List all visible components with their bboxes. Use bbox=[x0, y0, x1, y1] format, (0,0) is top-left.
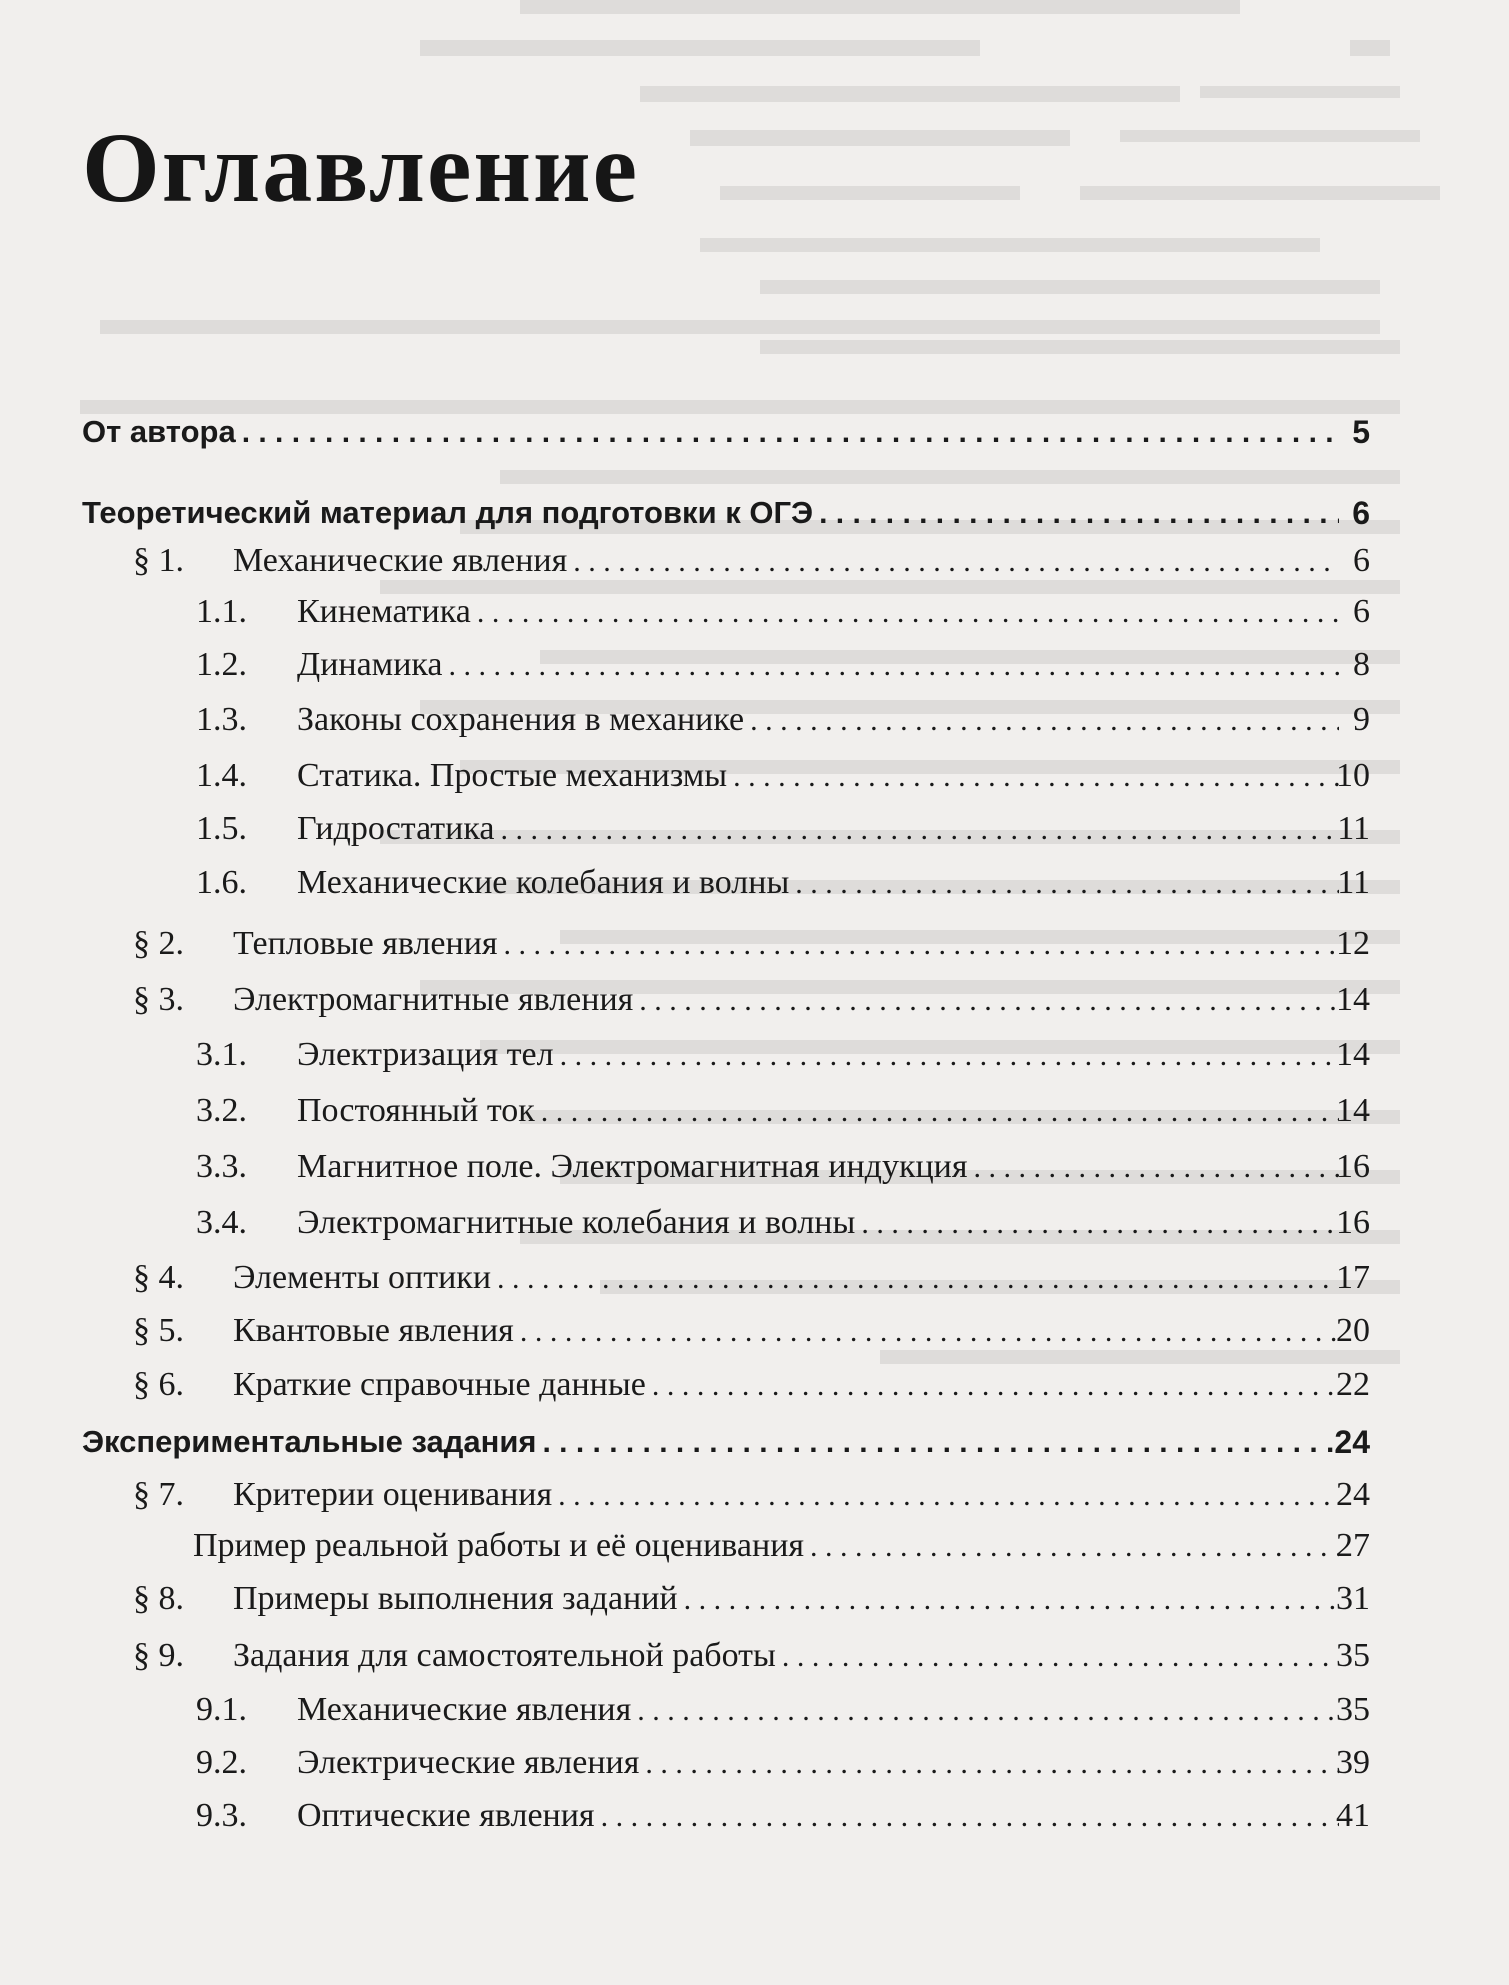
toc-entry-line bbox=[196, 748, 1345, 804]
toc-entry-page: 24 bbox=[1334, 1424, 1370, 1460]
dot-leader bbox=[573, 534, 1339, 590]
toc-entry-line bbox=[196, 855, 1345, 911]
toc-entry-number: 9.3. bbox=[196, 1797, 247, 1834]
dot-leader bbox=[601, 1789, 1339, 1845]
toc-subsection bbox=[0, 1682, 1509, 1738]
toc-entry-title: От автора bbox=[82, 414, 236, 449]
toc-entry-line bbox=[133, 1571, 1345, 1627]
dot-leader bbox=[782, 1629, 1339, 1685]
toc-entry-number: § 4. bbox=[133, 1259, 184, 1296]
toc-entry-page: 14 bbox=[1336, 1036, 1370, 1073]
toc-entry-line bbox=[196, 584, 1345, 640]
toc-subsection bbox=[0, 1788, 1509, 1844]
toc-section bbox=[0, 972, 1509, 1028]
toc-entry-number: 1.6. bbox=[196, 864, 247, 901]
dot-leader bbox=[810, 1519, 1339, 1575]
dot-leader bbox=[497, 1251, 1339, 1307]
toc-entry-number: 3.2. bbox=[196, 1092, 247, 1129]
toc-section bbox=[0, 916, 1509, 972]
toc-entry-line bbox=[196, 1735, 1345, 1791]
toc-entry-number: 9.2. bbox=[196, 1744, 247, 1781]
toc-entry-page: 6 bbox=[1353, 593, 1370, 630]
toc-entry-page: 35 bbox=[1336, 1691, 1370, 1728]
toc-entry-page: 5 bbox=[1352, 414, 1370, 450]
toc-entry-page: 14 bbox=[1336, 981, 1370, 1018]
toc-entry-page: 8 bbox=[1353, 646, 1370, 683]
toc-entry-number: § 8. bbox=[133, 1580, 184, 1617]
toc-entry-number: § 7. bbox=[133, 1476, 184, 1513]
toc-entry-title: Электрические явления bbox=[297, 1744, 640, 1781]
toc-section bbox=[0, 1303, 1509, 1359]
toc-entry-title: Экспериментальные задания bbox=[82, 1424, 537, 1459]
toc-subsection bbox=[0, 1083, 1509, 1139]
toc-entry-title: Механические явления bbox=[297, 1691, 632, 1728]
page-title: Оглавление bbox=[82, 112, 640, 223]
toc-entry-title: Гидростатика bbox=[297, 810, 495, 847]
toc-entry-page: 11 bbox=[1337, 810, 1370, 847]
dot-leader bbox=[242, 405, 1339, 461]
dot-leader bbox=[504, 917, 1339, 973]
toc-entry-title: Динамика bbox=[297, 646, 443, 683]
toc-entry-line bbox=[196, 1788, 1345, 1844]
dot-leader bbox=[541, 1084, 1339, 1140]
dot-leader bbox=[652, 1358, 1339, 1414]
toc-subsection bbox=[0, 1735, 1509, 1791]
toc-entry-number: 1.2. bbox=[196, 646, 247, 683]
toc-entry-number: 1.1. bbox=[196, 593, 247, 630]
toc-entry-page: 11 bbox=[1337, 864, 1370, 901]
toc-entry-title: Магнитное поле. Электромагнитная индукция bbox=[297, 1148, 968, 1185]
toc-entry-title: Пример реальной работы и её оценивания bbox=[193, 1527, 805, 1564]
toc-entry-line bbox=[133, 1357, 1345, 1413]
toc-entry-number: 9.1. bbox=[196, 1691, 247, 1728]
toc-entry-number: 1.5. bbox=[196, 810, 247, 847]
toc-entry-page: 17 bbox=[1336, 1259, 1370, 1296]
toc-section bbox=[0, 1628, 1509, 1684]
toc-entry-title: Теоретический материал для подготовки к ОГЭ bbox=[82, 495, 814, 530]
toc-subsection bbox=[0, 748, 1509, 804]
toc-entry-page: 24 bbox=[1336, 1476, 1370, 1513]
toc-entry-line bbox=[196, 1139, 1345, 1195]
toc-part bbox=[0, 1414, 1509, 1470]
dot-leader bbox=[448, 638, 1339, 694]
toc-entry-title: Механические колебания и волны bbox=[297, 864, 790, 901]
dot-leader bbox=[639, 973, 1339, 1029]
toc-entry-title: Краткие справочные данные bbox=[233, 1366, 646, 1403]
toc-entry-title: Кинематика bbox=[297, 593, 471, 630]
toc-subsection bbox=[0, 1139, 1509, 1195]
toc-entry-page: 6 bbox=[1353, 542, 1370, 579]
toc-entry-title: Постоянный ток bbox=[297, 1092, 535, 1129]
toc-entry-page: 41 bbox=[1336, 1797, 1370, 1834]
toc-entry-line bbox=[133, 1628, 1345, 1684]
dot-leader bbox=[733, 749, 1339, 805]
dot-leader bbox=[861, 1196, 1339, 1252]
toc-entry-line bbox=[133, 1250, 1345, 1306]
toc-entry-number: § 9. bbox=[133, 1637, 184, 1674]
toc-subsection bbox=[0, 692, 1509, 748]
toc-entry-line bbox=[196, 637, 1345, 693]
toc-entry-title: Тепловые явления bbox=[233, 925, 498, 962]
toc-entry-number: § 1. bbox=[133, 542, 184, 579]
toc-entry-title: Электромагнитные колебания и волны bbox=[297, 1204, 856, 1241]
dot-leader bbox=[520, 1304, 1339, 1360]
toc-entry-page: 22 bbox=[1336, 1366, 1370, 1403]
toc-section bbox=[0, 1250, 1509, 1306]
toc-entry-page: 16 bbox=[1336, 1204, 1370, 1241]
toc-entry-line bbox=[196, 1027, 1345, 1083]
dot-leader bbox=[795, 856, 1339, 912]
toc-entry-number: 1.3. bbox=[196, 701, 247, 738]
toc-entry-page: 27 bbox=[1336, 1527, 1370, 1564]
toc-entry-page: 39 bbox=[1336, 1744, 1370, 1781]
toc-entry-title: Примеры выполнения заданий bbox=[233, 1580, 678, 1617]
toc-entry-page: 35 bbox=[1336, 1637, 1370, 1674]
toc-entry-page: 10 bbox=[1336, 757, 1370, 794]
toc-subsection bbox=[0, 637, 1509, 693]
toc-entry-page: 14 bbox=[1336, 1092, 1370, 1129]
toc-subsection bbox=[0, 1027, 1509, 1083]
toc-entry-number: § 5. bbox=[133, 1312, 184, 1349]
toc-entry-page: 16 bbox=[1336, 1148, 1370, 1185]
toc-entry-line bbox=[196, 1682, 1345, 1738]
toc-entry-title: Квантовые явления bbox=[233, 1312, 514, 1349]
toc-entry-title: Задания для самостоятельной работы bbox=[233, 1637, 776, 1674]
toc-entry-page: 9 bbox=[1353, 701, 1370, 738]
toc-entry-line bbox=[133, 533, 1345, 589]
toc-entry-title: Электромагнитные явления bbox=[233, 981, 634, 1018]
toc-entry-title: Оптические явления bbox=[297, 1797, 595, 1834]
dot-leader bbox=[558, 1468, 1339, 1524]
dot-leader bbox=[543, 1415, 1339, 1471]
toc-entry-number: § 3. bbox=[133, 981, 184, 1018]
toc-subsection bbox=[0, 1195, 1509, 1251]
toc-entry-number: 3.4. bbox=[196, 1204, 247, 1241]
toc-entry-line bbox=[196, 1195, 1345, 1251]
toc-entry-number: § 6. bbox=[133, 1366, 184, 1403]
toc-entry-title: Элементы оптики bbox=[233, 1259, 492, 1296]
toc-entry-line bbox=[193, 1518, 1345, 1574]
toc-entry-page: 12 bbox=[1336, 925, 1370, 962]
dot-leader bbox=[477, 585, 1339, 641]
toc-entry-number: 1.4. bbox=[196, 757, 247, 794]
toc-entry-line bbox=[196, 692, 1345, 748]
toc-subsection bbox=[0, 1518, 1509, 1574]
toc-section bbox=[0, 1357, 1509, 1413]
toc-section bbox=[0, 533, 1509, 589]
toc-entry-line bbox=[82, 1414, 1345, 1470]
toc-subsection bbox=[0, 855, 1509, 911]
toc-entry-title: Законы сохранения в механике bbox=[297, 701, 745, 738]
toc-entry-page: 6 bbox=[1352, 495, 1370, 531]
toc-part bbox=[0, 404, 1509, 460]
toc-entry-number: 3.3. bbox=[196, 1148, 247, 1185]
toc-section bbox=[0, 1467, 1509, 1523]
toc-entry-line bbox=[196, 801, 1345, 857]
dot-leader bbox=[500, 802, 1339, 858]
toc-entry-line bbox=[133, 916, 1345, 972]
toc-entry-title: Статика. Простые механизмы bbox=[297, 757, 728, 794]
dot-leader bbox=[560, 1028, 1339, 1084]
toc-entry-number: 3.1. bbox=[196, 1036, 247, 1073]
toc-entry-title: Электризация тел bbox=[297, 1036, 554, 1073]
toc-entry-title: Критерии оценивания bbox=[233, 1476, 553, 1513]
toc-entry-page: 20 bbox=[1336, 1312, 1370, 1349]
dot-leader bbox=[637, 1683, 1339, 1739]
toc-subsection bbox=[0, 801, 1509, 857]
toc-entry-line bbox=[133, 1303, 1345, 1359]
toc-section bbox=[0, 1571, 1509, 1627]
toc-entry-number: § 2. bbox=[133, 925, 184, 962]
dot-leader bbox=[974, 1140, 1339, 1196]
dot-leader bbox=[645, 1736, 1339, 1792]
toc-subsection bbox=[0, 584, 1509, 640]
toc-entry-line bbox=[82, 404, 1345, 460]
dot-leader bbox=[684, 1572, 1339, 1628]
toc-entry-page: 31 bbox=[1336, 1580, 1370, 1617]
toc-entry-line bbox=[133, 1467, 1345, 1523]
toc-entry-title: Механические явления bbox=[233, 542, 568, 579]
toc-entry-line bbox=[196, 1083, 1345, 1139]
dot-leader bbox=[750, 693, 1339, 749]
toc-entry-line bbox=[133, 972, 1345, 1028]
